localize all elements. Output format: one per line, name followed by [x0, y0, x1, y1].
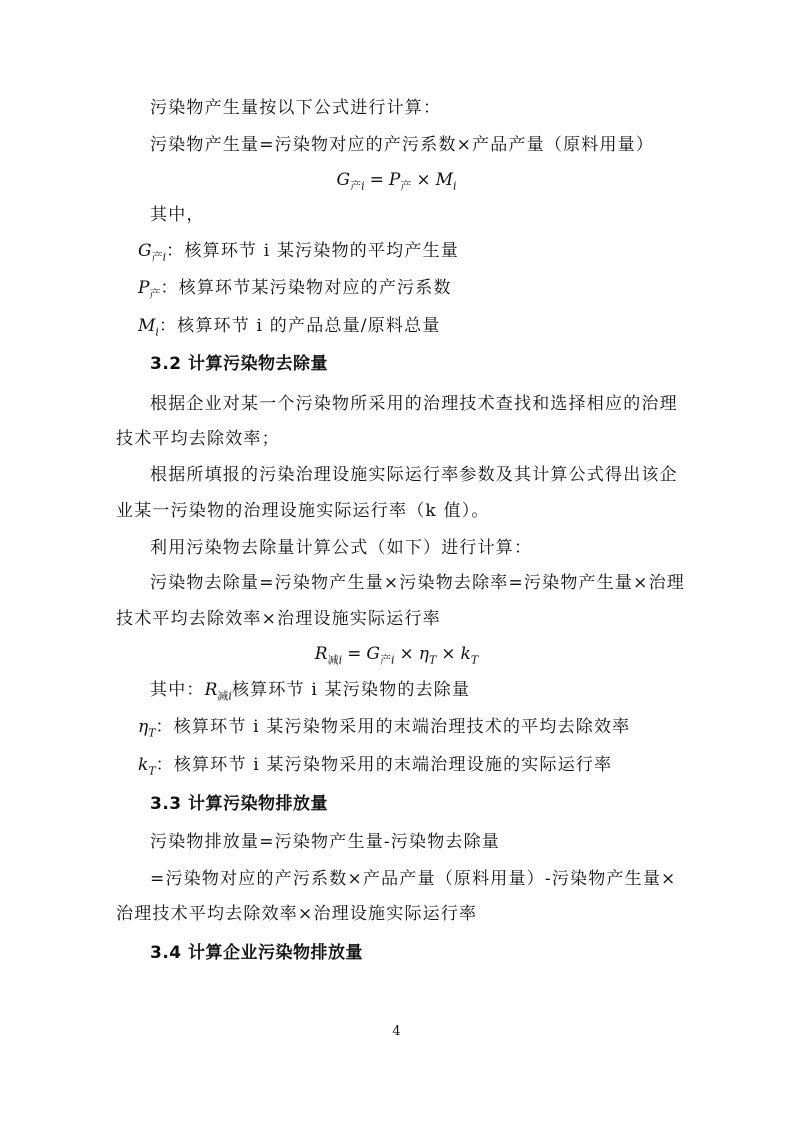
paragraph-line: 技术平均去除效率×治理设施实际运行率	[116, 609, 441, 629]
paragraph-line: =污染物对应的产污系数×产品产量（原料用量）-污染物产生量×	[150, 869, 677, 889]
paragraph-line: 其中，	[150, 205, 205, 225]
paragraph-line: 污染物排放量=污染物产生量-污染物去除量	[150, 832, 500, 852]
paragraph-line: 业某一污染物的治理设施实际运行率（k 值）。	[116, 501, 490, 521]
definition-R: 其中：$R_{减i}$核算环节 i 某污染物的去除量	[150, 680, 471, 703]
paragraph-line: 根据所填报的污染治理设施实际运行率参数及其计算公式得出该企	[150, 465, 678, 485]
definition-P: $P_产$：核算环节某污染物对应的产污系数	[138, 278, 452, 301]
paragraph-line: 利用污染物去除量计算公式（如下）进行计算：	[150, 538, 533, 558]
section-heading: 3.4 计算企业污染物排放量	[150, 943, 364, 963]
formula-production: $G_{产i} = P_产 \times M_i$	[336, 170, 457, 193]
paragraph-line: 污染物产生量按以下公式进行计算：	[150, 98, 442, 118]
paragraph-line: 治理技术平均去除效率×治理设施实际运行率	[116, 904, 478, 924]
paragraph-line: 技术平均去除效率；	[116, 429, 280, 449]
definition-M: $M_i$：核算环节 i 的产品总量/原料总量	[138, 316, 441, 339]
paragraph-line: 根据企业对某一个污染物所采用的治理技术查找和选择相应的治理	[150, 394, 678, 414]
section-heading: 3.2 计算污染物去除量	[150, 354, 329, 374]
formula-removal: $R_{减i} = G_{产i} \times \eta_T \times k_T$	[314, 644, 479, 667]
definition-eta: $\eta_T$：核算环节 i 某污染物采用的末端治理技术的平均去除效率	[138, 717, 631, 740]
paragraph-line: 污染物产生量=污染物对应的产污系数×产品产量（原料用量）	[150, 135, 655, 155]
page-number: 4	[392, 1024, 401, 1039]
section-heading: 3.3 计算污染物排放量	[150, 794, 329, 814]
definition-G: $G_{产i}$：核算环节 i 某污染物的平均产生量	[138, 241, 459, 264]
paragraph-line: 污染物去除量=污染物产生量×污染物去除率=污染物产生量×治理	[150, 573, 685, 593]
definition-k: $k_T$：核算环节 i 某污染物采用的末端治理设施的实际运行率	[138, 755, 613, 778]
